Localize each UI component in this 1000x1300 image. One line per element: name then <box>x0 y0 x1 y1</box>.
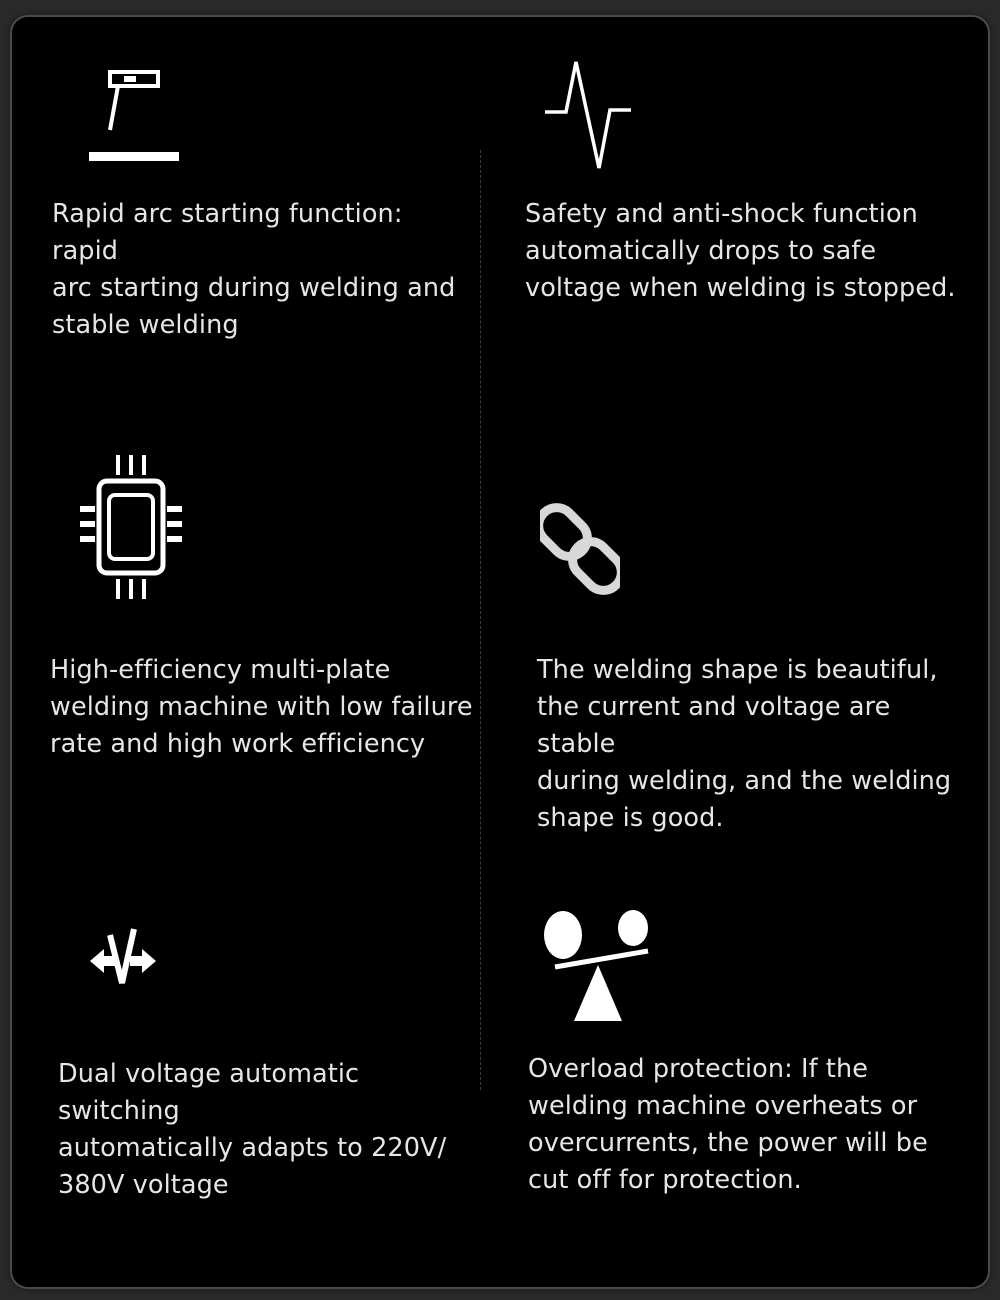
voltage-switch-icon <box>86 925 160 989</box>
chain-link-icon <box>540 496 620 602</box>
feature-text-welding-shape: The welding shape is beautiful, the current and voltage are stable during welding, and the welding shape is good. <box>537 655 952 833</box>
chip-icon <box>78 455 184 601</box>
feature-text-safety: Safety and anti-shock function automatically drops to safe voltage when welding is stopped. <box>525 199 956 303</box>
balance-scale-icon <box>540 905 652 1025</box>
welding-rod-icon <box>86 68 182 166</box>
feature-text-efficiency: High-efficiency multi-plate welding machine with low failure rate and high work efficiency <box>50 655 473 759</box>
feature-text-overload: Overload protection: If the welding machine overheats or overcurrents, the power will be cut off for protection. <box>528 1054 928 1195</box>
pulse-wave-icon <box>542 58 634 172</box>
feature-text-rapid-arc: Rapid arc starting function: rapid arc starting during welding and stable welding <box>52 199 456 340</box>
center-divider <box>480 150 481 1090</box>
feature-text-dual-voltage: Dual voltage automatic switching automatically adapts to 220V/ 380V voltage <box>58 1059 447 1200</box>
